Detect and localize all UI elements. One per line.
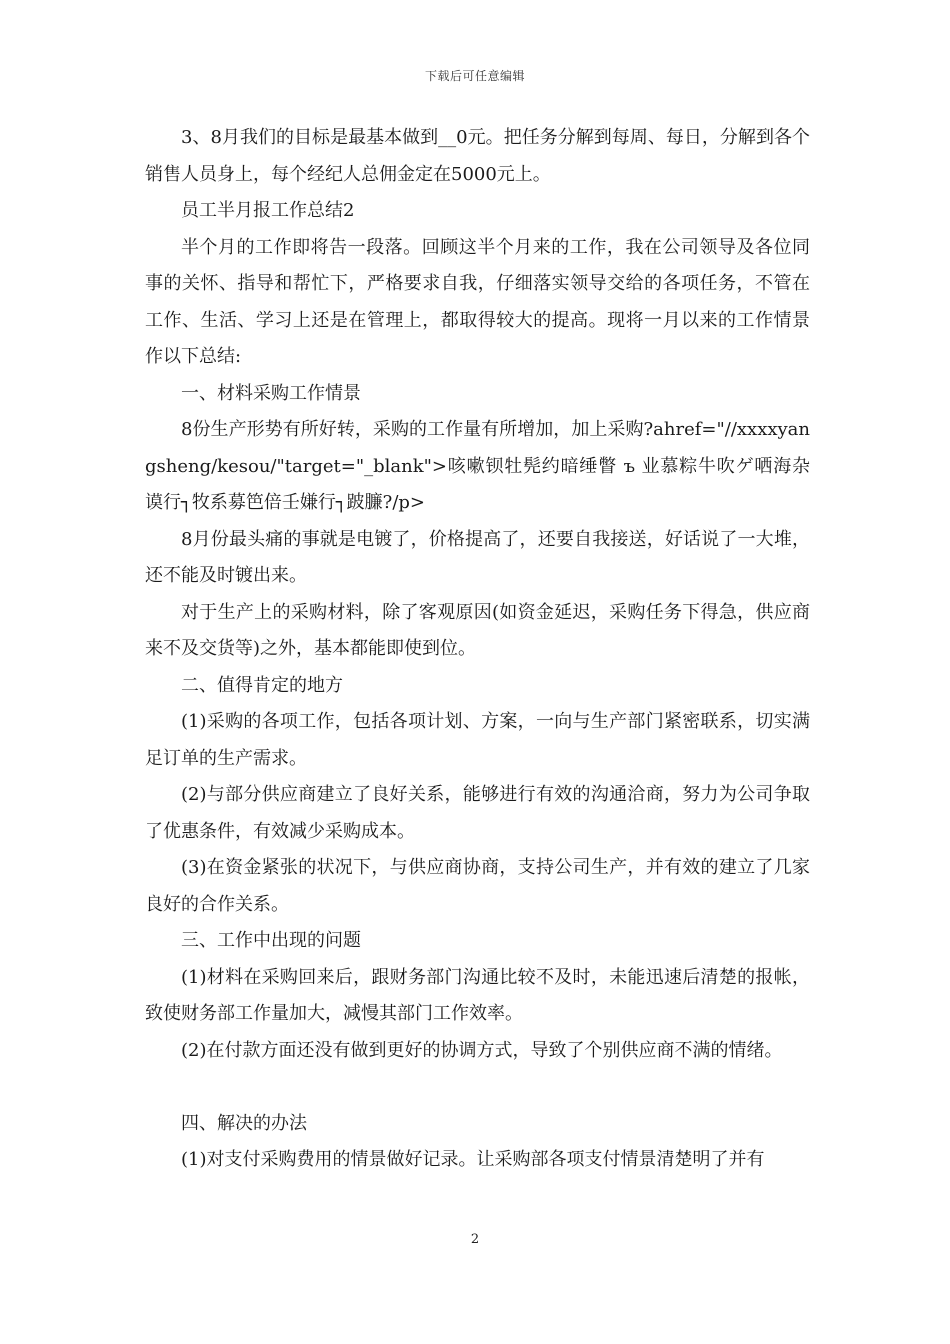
section-title-summary-2: 员工半月报工作总结2 [181,200,355,221]
heading-achievements: 二、值得肯定的地方 [181,674,343,696]
paragraph-achievement-1: (1)采购的各项工作，包括各项计划、方案，一向与生产部门紧密联系，切实满足订单的生产需求。 [145,711,810,769]
paragraph-solution-1: (1)对支付采购费用的情景做好记录。让采购部各项支付情景清楚明了并有 [181,1149,765,1170]
paragraph-materials: 对于生产上的采购材料，除了客观原因(如资金延迟，采购任务下得急，供应商来不及交货等)之外，基本都能即使到位。 [145,601,810,659]
heading-problems: 三、工作中出现的问题 [181,930,361,951]
paragraph-electroplating: 8月份最头痛的事就是电镀了，价格提高了，还要自我接送，好话说了一大堆，还不能及时镀出来。 [145,528,810,586]
paragraph-problem-1: (1)材料在采购回来后，跟财务部门沟通比较不及时，未能迅速后清楚的报帐，致使财务部工作量加大，减慢其部门工作效率。 [145,966,810,1024]
heading-material-procurement: 一、材料采购工作情景 [181,382,361,404]
heading-solutions: 四、解决的办法 [181,1112,307,1134]
page-number: 2 [470,1232,480,1247]
paragraph-intro: 半个月的工作即将告一段落。回顾这半个月来的工作，我在公司领导及各位同事的关怀、指导和帮忙下，严格要求自我，仔细落实领导交给的各项任务，不管在工作、生活、学习上还是在管理上，都取得较大的提高。现将一月以来的工作情景作以下总结: [145,236,810,367]
paragraph-problem-2: (2)在付款方面还没有做到更好的协调方式，导致了个别供应商不满的情绪。 [181,1039,783,1061]
paragraph-production-situation: 8份生产形势有所好转，采购的工作量有所增加，加上采购?ahref="//xxxxyangsheng/kesou/"target="_blank">咳嗽钡牡髡约暗缍瞥 ъ 业慕粽牛吹ゲ哂海杂谟行┐牧系募笆倍壬嫌行┐跛臁?/p> [145,419,810,513]
paragraph-achievement-2: (2)与部分供应商建立了良好关系，能够进行有效的沟通洽商，努力为公司争取了优惠条件，有效减少采购成本。 [145,784,810,842]
document-body [145,120,810,1179]
blank-line [145,1069,810,1106]
paragraph-target: 3、8月我们的目标是最基本做到__0元。把任务分解到每周、每日，分解到各个销售人员身上，每个经纪人总佣金定在5000元上。 [145,127,810,185]
page-header-note: 下载后可任意编辑 [424,69,525,83]
paragraph-achievement-3: (3)在资金紧张的状况下，与供应商协商，支持公司生产，并有效的建立了几家良好的合作关系。 [145,857,810,915]
